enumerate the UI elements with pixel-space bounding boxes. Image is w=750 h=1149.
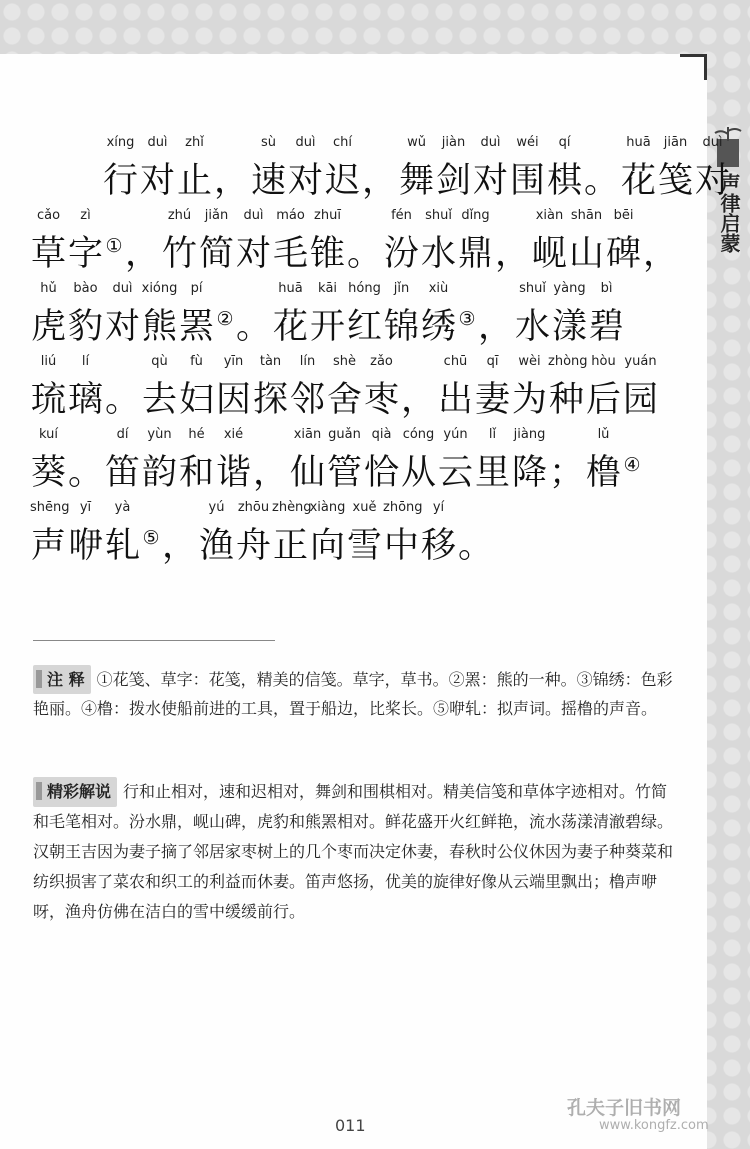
poem-char [309, 281, 346, 351]
pinyin: yí [432, 500, 445, 515]
hanzi: 韵 [141, 453, 177, 493]
hanzi: 鼎 [457, 234, 493, 274]
hanzi: 花 [272, 307, 308, 347]
pinyin: sù [260, 135, 276, 150]
hanzi: 笛 [104, 453, 140, 493]
hanzi: 园 [622, 380, 658, 420]
poem-char [324, 135, 361, 205]
poem-char [104, 208, 124, 278]
pinyin: zhǐ [185, 135, 204, 150]
hanzi: 橹 [585, 453, 621, 493]
hanzi: 葵 [30, 453, 66, 493]
hanzi: 妇 [178, 380, 214, 420]
pinyin: zhuī [314, 208, 341, 223]
poem-char [398, 135, 435, 205]
poem-char [346, 281, 383, 351]
pinyin: qù [151, 354, 168, 369]
poem-char [383, 500, 423, 570]
poem-char [363, 427, 400, 497]
pinyin: xíng [106, 135, 135, 150]
hanzi: ， [642, 234, 678, 274]
poem-line [30, 208, 690, 281]
hanzi: 正 [272, 526, 308, 566]
pinyin: xiàng [309, 500, 346, 515]
pinyin: shuǐ [519, 281, 546, 296]
hanzi: 锦 [383, 307, 419, 347]
poem-char [272, 281, 309, 351]
poem-line [30, 135, 730, 208]
poem-char [605, 208, 642, 278]
hanzi: 。 [457, 526, 493, 566]
pinyin: xióng [141, 281, 178, 296]
poem-char [235, 208, 272, 278]
pinyin: lǔ [597, 427, 610, 442]
hanzi: 碧 [588, 307, 624, 347]
pinyin: kāi [317, 281, 338, 296]
pinyin: lí [81, 354, 90, 369]
poem-char [252, 354, 289, 424]
poem-char [657, 135, 694, 205]
hanzi: 雪 [346, 526, 382, 566]
pinyin: wǔ [407, 135, 426, 150]
pinyin: qí [558, 135, 571, 150]
poem-char [161, 500, 198, 570]
hanzi: 去 [141, 380, 177, 420]
poem-char [400, 354, 437, 424]
pinyin: yī [79, 500, 92, 515]
watermark-url: www.kongfz.com [599, 1118, 709, 1133]
hanzi: 管 [326, 453, 362, 493]
pinyin: yú [208, 500, 225, 515]
pinyin: liú [40, 354, 57, 369]
hanzi: ， [477, 307, 513, 347]
poem-char [551, 281, 588, 351]
poem-char [215, 354, 252, 424]
footnote-marker: ② [216, 308, 234, 330]
poem-char [622, 427, 642, 497]
poem-char [141, 281, 178, 351]
poem-char [326, 354, 363, 424]
pinyin: bēi [613, 208, 634, 223]
poem-char [104, 281, 141, 351]
pinyin: duì [295, 135, 316, 150]
hanzi: 虎 [30, 307, 66, 347]
hanzi: 里 [474, 453, 510, 493]
poem-line [30, 427, 690, 500]
page-number: 011 [335, 1116, 366, 1135]
poem-char [511, 354, 548, 424]
hanzi: 舟 [235, 526, 271, 566]
poem-char [585, 354, 622, 424]
hanzi: 邻 [289, 380, 325, 420]
pinyin: xiàn [535, 208, 564, 223]
hanzi: 对 [472, 161, 508, 201]
hanzi: 罴 [178, 307, 214, 347]
hanzi: 从 [400, 453, 436, 493]
poem-char [346, 500, 383, 570]
poem-char [272, 500, 312, 570]
hanzi: 开 [309, 307, 345, 347]
analysis-text: 行和止相对，速和迟相对，舞剑和围棋相对。精美信笺和草体字迹相对。竹简和毛笔相对。汾水鼎，岘山碑，虎豹和熊罴相对。鲜花盛开火红鲜艳，流水荡漾清澈碧绿。汉朝王吉因为妻子摘了邻居家枣树上的几个枣而决定休妻，春秋时公仪休因为妻子种葵菜和纺织损害了菜农和织工的利益而休妻。笛声悠扬，优美的旋律好像从云端里飘出；橹声咿呀，渔舟仿佛在洁白的雪中缓缓前行。 [33, 782, 674, 921]
pinyin: fén [391, 208, 412, 223]
pinyin: wèi [518, 354, 541, 369]
poem-char [361, 135, 398, 205]
hanzi: 为 [511, 380, 547, 420]
poem-char [104, 500, 141, 570]
poem-char [420, 208, 457, 278]
poem-char [511, 427, 548, 497]
pinyin: shēng [30, 500, 70, 515]
poem-char [514, 281, 551, 351]
hanzi: 云 [437, 453, 473, 493]
hanzi: 枣 [363, 380, 399, 420]
pinyin: shuǐ [425, 208, 452, 223]
hanzi: 妻 [474, 380, 510, 420]
poem-char [420, 281, 457, 351]
poem-char [457, 500, 494, 570]
poem-line [30, 281, 690, 354]
hanzi: 向 [309, 526, 345, 566]
pinyin: qià [371, 427, 392, 442]
pinyin: shān [570, 208, 603, 223]
hanzi: 熊 [141, 307, 177, 347]
corner-mark [680, 54, 707, 57]
poem-char [178, 281, 215, 351]
poem-char [104, 354, 141, 424]
hanzi: 水 [420, 234, 456, 274]
poem-char [139, 135, 176, 205]
footnote-marker: ③ [458, 308, 476, 330]
poem-char [326, 427, 363, 497]
hanzi: 迟 [324, 161, 360, 201]
hanzi: 和 [178, 453, 214, 493]
hanzi: 止 [176, 161, 212, 201]
footnote-marker: ① [105, 235, 123, 257]
hanzi: 围 [509, 161, 545, 201]
hanzi: 种 [548, 380, 584, 420]
pinyin: hǔ [40, 281, 57, 296]
poem-char [67, 281, 104, 351]
pinyin: yùn [147, 427, 172, 442]
hanzi: 竹 [161, 234, 197, 274]
hanzi: 。 [235, 307, 271, 347]
pinyin: shè [332, 354, 356, 369]
hanzi: 降 [511, 453, 547, 493]
poem-char [477, 281, 514, 351]
pinyin: cóng [402, 427, 435, 442]
hanzi: 。 [67, 453, 103, 493]
poem-char [124, 208, 161, 278]
poem-char [141, 427, 178, 497]
pinyin: zhú [167, 208, 192, 223]
poem-char [546, 135, 583, 205]
hanzi: 碑 [605, 234, 641, 274]
poem-char [289, 354, 326, 424]
poem-char [30, 208, 67, 278]
poem-char [383, 208, 420, 278]
pinyin: bào [73, 281, 98, 296]
watermark-logo: 孔夫子旧书网 [567, 1097, 682, 1119]
hanzi: 锥 [309, 234, 345, 274]
pinyin: yuán [624, 354, 657, 369]
pinyin: hé [188, 427, 205, 442]
pinyin: chí [333, 135, 352, 150]
poem-char [694, 135, 731, 205]
poem-char [104, 427, 141, 497]
pinyin: zhèng [272, 500, 312, 515]
hanzi: 豹 [67, 307, 103, 347]
corner-mark-side [704, 54, 707, 80]
hanzi: 。 [104, 380, 140, 420]
pinyin: xié [223, 427, 244, 442]
pinyin: bì [600, 281, 613, 296]
pinyin: hòu [591, 354, 616, 369]
poem-char [309, 500, 346, 570]
poem-char [198, 208, 235, 278]
poem-char [102, 135, 139, 205]
poem-char [620, 135, 657, 205]
poem-char [531, 208, 568, 278]
poem-char [272, 208, 309, 278]
poem-char [309, 208, 346, 278]
poem-char [383, 281, 420, 351]
hanzi: 琉 [30, 380, 66, 420]
poem-char [252, 427, 289, 497]
pinyin: yún [443, 427, 468, 442]
notes-label: 注 释 [33, 665, 91, 694]
poem-char [622, 354, 659, 424]
pinyin: kuí [39, 427, 58, 442]
poem-char [176, 135, 213, 205]
hanzi: 笺 [657, 161, 693, 201]
pinyin: lín [299, 354, 316, 369]
hanzi: 红 [346, 307, 382, 347]
poem-char [437, 354, 474, 424]
poem-char [67, 354, 104, 424]
pinyin: dǐng [461, 208, 490, 223]
notes-text: ①花笺、草字：花笺，精美的信笺。草字，草书。②罴：熊的一种。③锦绣：色彩艳丽。④橹：拨水使船前进的工具，置于船边，比桨长。⑤咿轧：拟声词。摇橹的声音。 [33, 670, 673, 718]
poem-char [346, 208, 383, 278]
poem-char [30, 427, 67, 497]
poem-char [30, 354, 67, 424]
poem-char [161, 208, 198, 278]
poem-char [363, 354, 400, 424]
poem-char [474, 354, 511, 424]
pinyin: wéi [516, 135, 539, 150]
poem-char [67, 427, 104, 497]
hanzi: 出 [437, 380, 473, 420]
poem-char [588, 281, 625, 351]
poem-char [67, 500, 104, 570]
pinyin: xuě [352, 500, 377, 515]
hanzi: ， [400, 380, 436, 420]
poem-char [287, 135, 324, 205]
hanzi: 字 [67, 234, 103, 274]
hanzi: 对 [694, 161, 730, 201]
hanzi: 。 [346, 234, 382, 274]
pinyin: jǐn [393, 281, 410, 296]
hanzi: ， [124, 234, 160, 274]
hanzi: ； [548, 453, 584, 493]
pinyin: yà [114, 500, 131, 515]
poem-char [420, 500, 457, 570]
book-title: 声律启蒙 [717, 173, 741, 253]
poem-char [472, 135, 509, 205]
poem-line [30, 500, 690, 573]
hanzi: 恰 [363, 453, 399, 493]
poem-char [585, 427, 622, 497]
pinyin: duì [702, 135, 723, 150]
pinyin: fù [190, 354, 203, 369]
pinyin: huā [626, 135, 651, 150]
poem-char [435, 135, 472, 205]
hanzi: ， [213, 161, 249, 201]
poem-char [141, 354, 178, 424]
poem-char [67, 208, 104, 278]
divider [33, 640, 275, 641]
pinyin: zǎo [370, 354, 393, 369]
hanzi: 对 [139, 161, 175, 201]
notes-section [33, 665, 681, 723]
hanzi: 简 [198, 234, 234, 274]
pinyin: yàng [553, 281, 586, 296]
poem-char [494, 208, 531, 278]
hanzi: 移 [420, 526, 456, 566]
poem-char [198, 500, 235, 570]
poem-char [30, 500, 70, 570]
poem-line [30, 354, 690, 427]
poem-char [548, 427, 585, 497]
pinyin: xiān [293, 427, 322, 442]
pinyin: yīn [223, 354, 244, 369]
pinyin: duì [480, 135, 501, 150]
poem-char [548, 354, 588, 424]
poem-char [250, 135, 287, 205]
poem-char [642, 208, 679, 278]
poem-char [235, 281, 272, 351]
hanzi: 剑 [435, 161, 471, 201]
hanzi: 咿 [67, 526, 103, 566]
hanzi: 因 [215, 380, 251, 420]
hanzi: 水 [514, 307, 550, 347]
hanzi: 行 [102, 161, 138, 201]
poem-char [213, 135, 250, 205]
poem-char [568, 208, 605, 278]
hanzi: 后 [585, 380, 621, 420]
pinyin: pí [190, 281, 203, 296]
hanzi: 花 [620, 161, 656, 201]
hanzi: 对 [235, 234, 271, 274]
pinyin: jiàng [513, 427, 546, 442]
hanzi: 舍 [326, 380, 362, 420]
hanzi: ， [161, 526, 197, 566]
hanzi: 中 [383, 526, 419, 566]
footnote-marker: ④ [623, 454, 641, 476]
hanzi: 速 [250, 161, 286, 201]
hanzi: 。 [583, 161, 619, 201]
hanzi: 岘 [531, 234, 567, 274]
hanzi: 仙 [289, 453, 325, 493]
pinyin: máo [276, 208, 305, 223]
analysis-label: 精彩解说 [33, 777, 117, 807]
pinyin: duì [243, 208, 264, 223]
hanzi: 谐 [215, 453, 251, 493]
hanzi: ， [494, 234, 530, 274]
poem-char [583, 135, 620, 205]
pinyin: huā [278, 281, 303, 296]
hanzi: 草 [30, 234, 66, 274]
pinyin: guǎn [328, 427, 361, 442]
pinyin: cǎo [36, 208, 61, 223]
poem-char [235, 500, 272, 570]
pinyin: qī [486, 354, 499, 369]
hanzi: ， [361, 161, 397, 201]
pinyin: chū [443, 354, 468, 369]
analysis-section [33, 777, 681, 927]
pinyin: hóng [348, 281, 381, 296]
poem-char [400, 427, 437, 497]
poem-char [457, 208, 494, 278]
hanzi: 探 [252, 380, 288, 420]
pinyin: zhōng [383, 500, 423, 515]
hanzi: 漾 [551, 307, 587, 347]
pinyin: zhòng [548, 354, 588, 369]
hanzi: 毛 [272, 234, 308, 274]
poem-char [289, 427, 326, 497]
pinyin: xiù [428, 281, 449, 296]
pinyin: dí [116, 427, 129, 442]
pinyin: duì [112, 281, 133, 296]
pinyin: zì [80, 208, 91, 223]
pinyin: duì [147, 135, 168, 150]
pinyin: tàn [259, 354, 282, 369]
poem-char [457, 281, 477, 351]
hanzi: 汾 [383, 234, 419, 274]
hanzi: 山 [568, 234, 604, 274]
hanzi: ， [252, 453, 288, 493]
poem-char [215, 427, 252, 497]
pinyin: jiǎn [204, 208, 229, 223]
poem-char [215, 281, 235, 351]
hanzi: 声 [30, 526, 66, 566]
poem-char [437, 427, 474, 497]
poem-char [509, 135, 546, 205]
pinyin: lǐ [488, 427, 497, 442]
poem-char [474, 427, 511, 497]
hanzi: 对 [287, 161, 323, 201]
footnote-marker: ⑤ [142, 527, 160, 549]
hanzi: 渔 [198, 526, 234, 566]
hanzi: 绣 [420, 307, 456, 347]
hanzi: 舞 [398, 161, 434, 201]
hanzi: 对 [104, 307, 140, 347]
hanzi: 棋 [546, 161, 582, 201]
pinyin: zhōu [237, 500, 270, 515]
pinyin: jiàn [441, 135, 466, 150]
poem-char [178, 354, 215, 424]
hanzi: 轧 [104, 526, 140, 566]
poem-char [30, 281, 67, 351]
poem-char [141, 500, 161, 570]
pinyin: jiān [663, 135, 688, 150]
hanzi: 璃 [67, 380, 103, 420]
poem-char [178, 427, 215, 497]
